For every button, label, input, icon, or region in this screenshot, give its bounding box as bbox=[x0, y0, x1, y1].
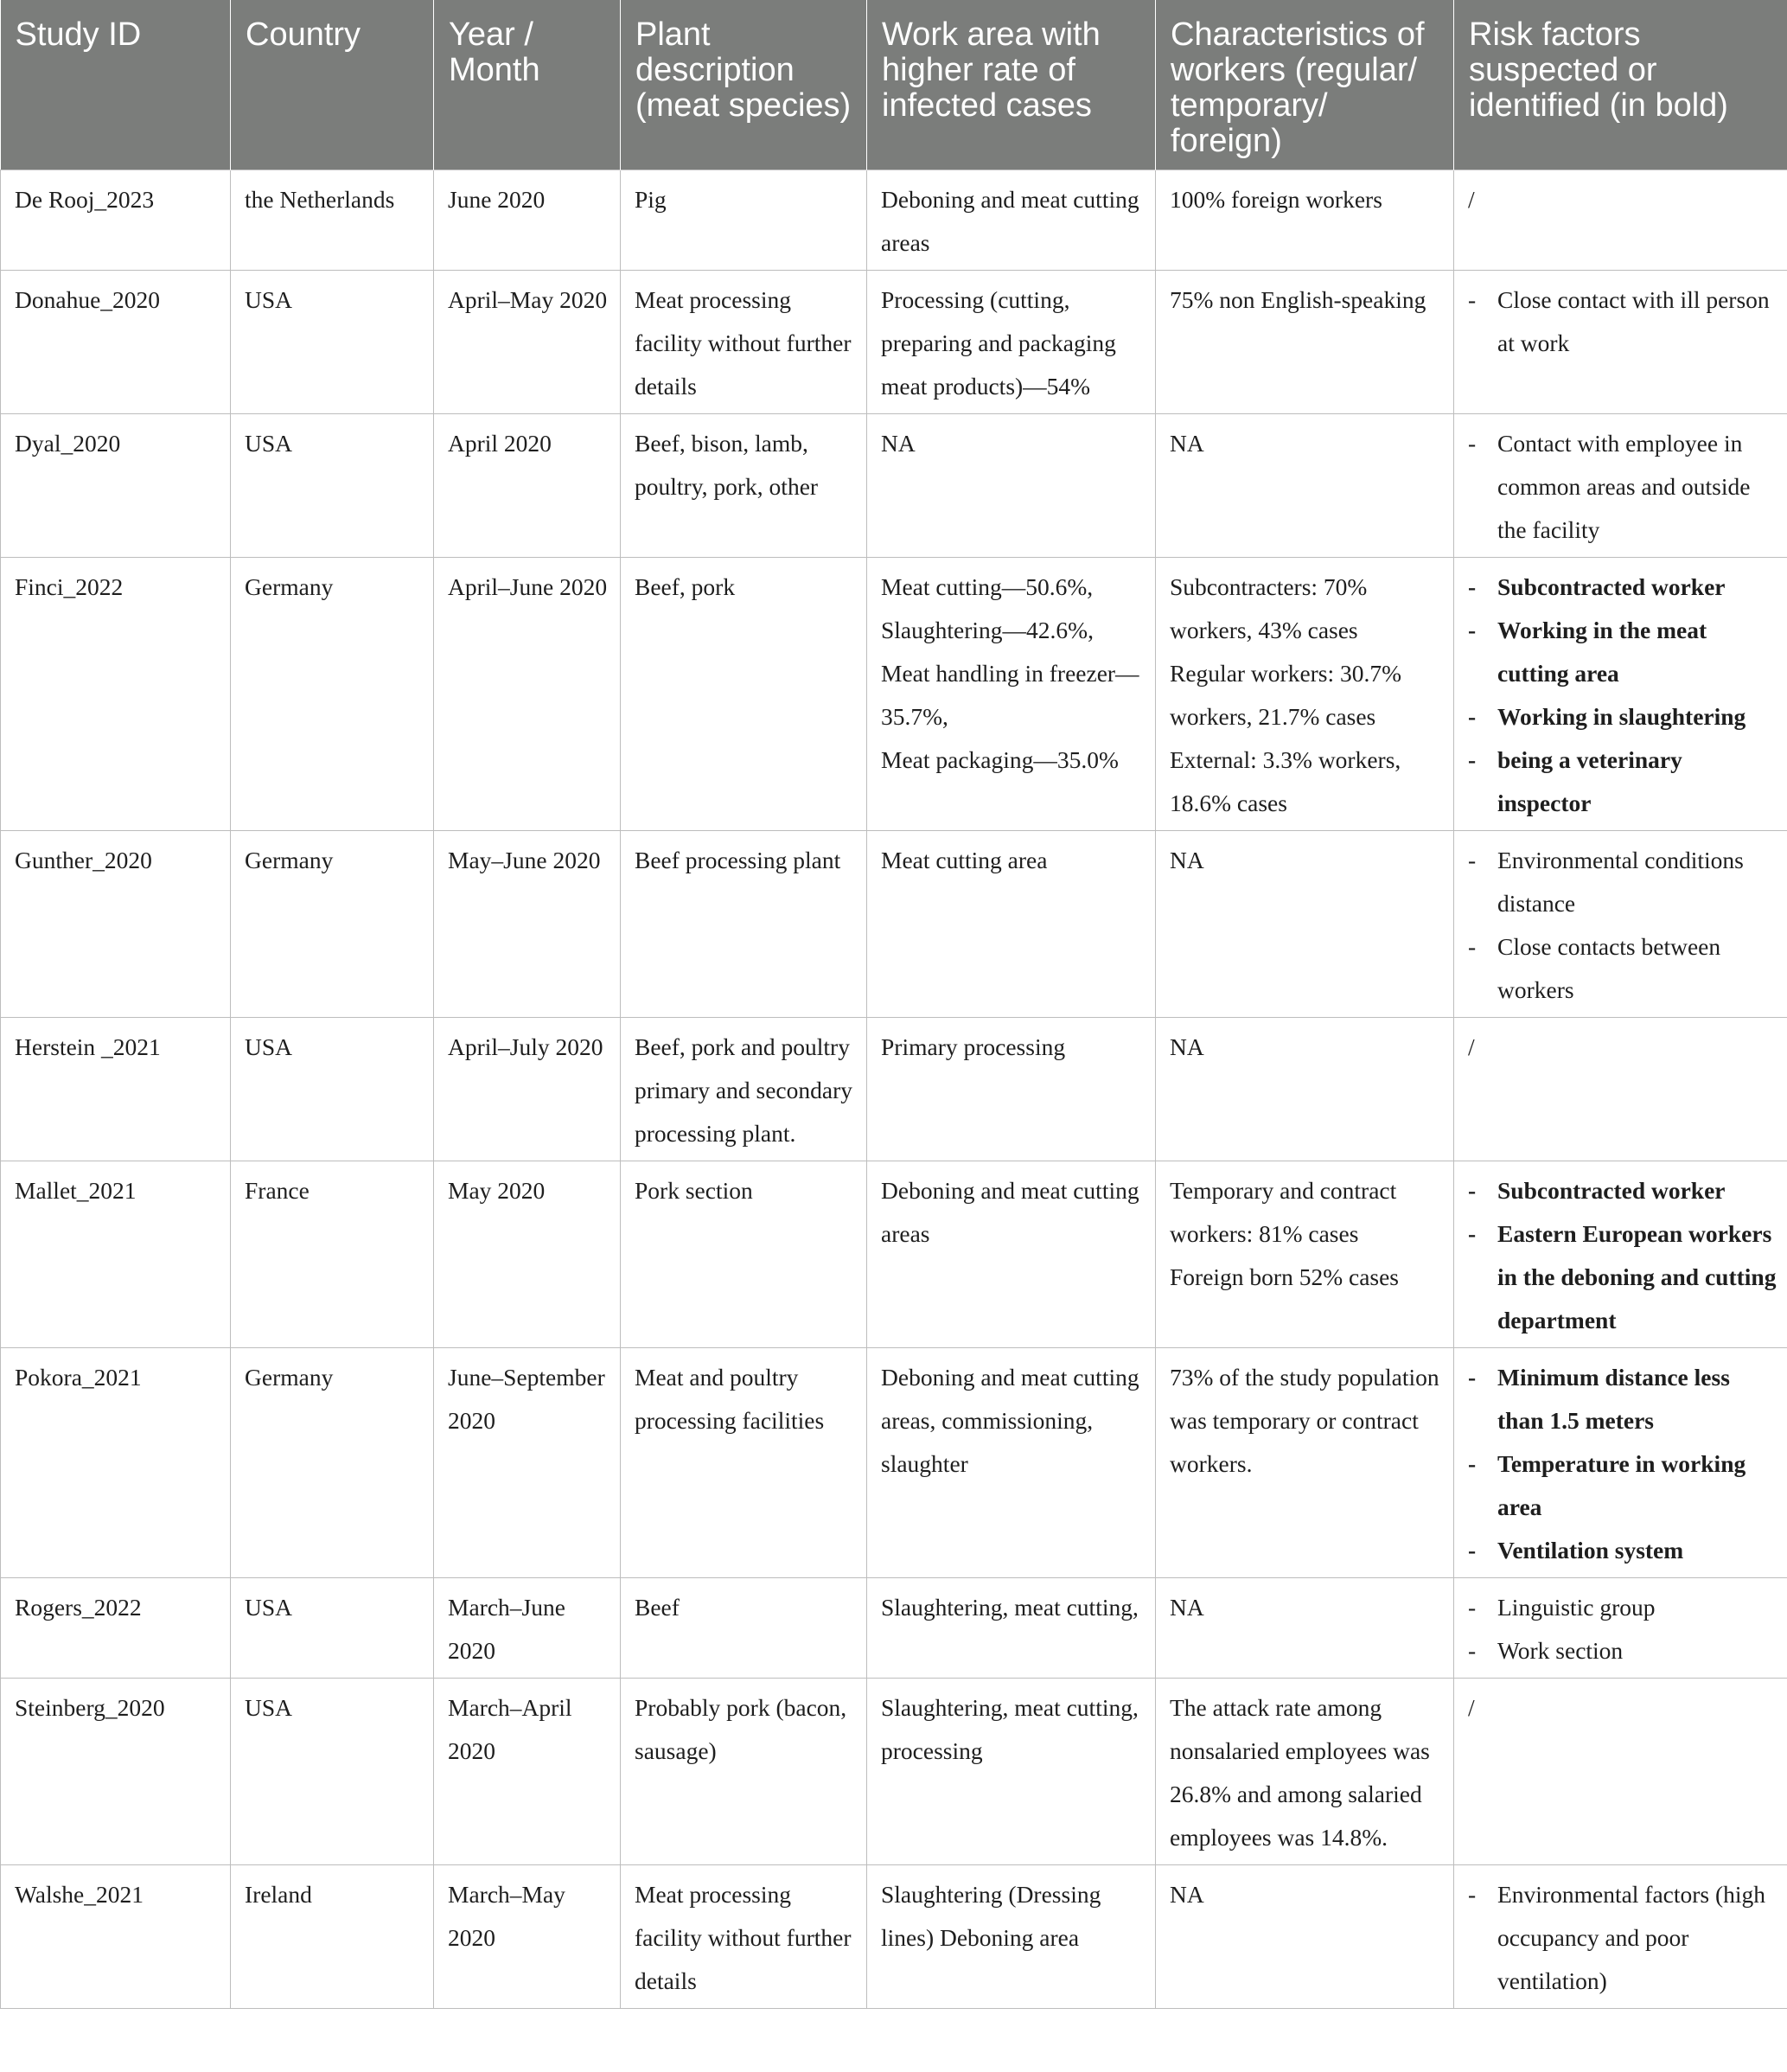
cell-risk-factors bbox=[1454, 1018, 1787, 1161]
cell-study-id: Pokora_2021 bbox=[1, 1348, 231, 1578]
cell-work-area: Deboning and meat cutting areas bbox=[867, 170, 1156, 271]
table-header bbox=[1, 0, 1787, 170]
cell-year-month: April 2020 bbox=[434, 414, 621, 558]
cell-plant-description: Probably pork (bacon, sausage) bbox=[621, 1679, 867, 1865]
cell-risk-factors bbox=[1454, 1578, 1787, 1679]
cell-year-month: April–June 2020 bbox=[434, 558, 621, 831]
header-plant-description: Plant description (meat species) bbox=[621, 0, 867, 170]
worker-line: 100% foreign workers bbox=[1170, 186, 1382, 213]
risk-item: - Linguistic group bbox=[1468, 1586, 1777, 1629]
worker-line: NA bbox=[1170, 430, 1204, 457]
cell-work-area: Meat cutting area bbox=[867, 831, 1156, 1018]
cell-year-month: March–April 2020 bbox=[434, 1679, 621, 1865]
risk-item: - Subcontracted worker bbox=[1468, 566, 1777, 609]
cell-worker-characteristics bbox=[1156, 1679, 1454, 1865]
cell-plant-description: Pig bbox=[621, 170, 867, 271]
cell-country: Germany bbox=[231, 558, 434, 831]
worker-line: External: 3.3% workers, 18.6% cases bbox=[1170, 746, 1401, 816]
cell-country: USA bbox=[231, 1018, 434, 1161]
risk-list bbox=[1468, 1873, 1777, 2003]
risk-item: - Work section bbox=[1468, 1629, 1777, 1672]
cell-work-area bbox=[867, 558, 1156, 831]
worker-line: NA bbox=[1170, 1594, 1204, 1621]
cell-work-area: Slaughtering (Dressing lines) Deboning area bbox=[867, 1865, 1156, 2009]
cell-risk-factors bbox=[1454, 1865, 1787, 2009]
cell-plant-description: Meat processing facility without further details bbox=[621, 271, 867, 414]
risk-item: - Eastern European workers in the deboning and cutting department bbox=[1468, 1212, 1777, 1342]
cell-country: USA bbox=[231, 414, 434, 558]
header-year-month: Year / Month bbox=[434, 0, 621, 170]
cell-country: France bbox=[231, 1161, 434, 1348]
table-row bbox=[1, 271, 1787, 414]
cell-plant-description: Beef, pork and poultry primary and secondary processing plant. bbox=[621, 1018, 867, 1161]
risk-item: - Temperature in working area bbox=[1468, 1442, 1777, 1529]
worker-line: Foreign born 52% cases bbox=[1170, 1263, 1400, 1290]
worker-line: NA bbox=[1170, 847, 1204, 873]
table-row bbox=[1, 1161, 1787, 1348]
worker-line: Subcontracters: 70% workers, 43% cases bbox=[1170, 573, 1368, 643]
cell-worker-characteristics bbox=[1156, 558, 1454, 831]
cell-work-area: Deboning and meat cutting areas bbox=[867, 1161, 1156, 1348]
cell-risk-factors bbox=[1454, 1161, 1787, 1348]
cell-risk-factors bbox=[1454, 1679, 1787, 1865]
risk-list bbox=[1468, 1586, 1777, 1672]
cell-year-month: May 2020 bbox=[434, 1161, 621, 1348]
table-row bbox=[1, 1578, 1787, 1679]
risk-item: - Close contact with ill person at work bbox=[1468, 278, 1777, 365]
cell-work-area: Processing (cutting, preparing and packaging meat products)—54% bbox=[867, 271, 1156, 414]
cell-study-id: Donahue_2020 bbox=[1, 271, 231, 414]
risk-none: / bbox=[1468, 1694, 1475, 1721]
risk-item: - Subcontracted worker bbox=[1468, 1169, 1777, 1212]
cell-study-id: De Rooj_2023 bbox=[1, 170, 231, 271]
cell-worker-characteristics bbox=[1156, 1348, 1454, 1578]
cell-country: USA bbox=[231, 1578, 434, 1679]
cell-worker-characteristics bbox=[1156, 1018, 1454, 1161]
cell-worker-characteristics bbox=[1156, 271, 1454, 414]
header-study-id: Study ID bbox=[1, 0, 231, 170]
risk-list bbox=[1468, 422, 1777, 552]
risk-list bbox=[1468, 1356, 1777, 1572]
worker-line: NA bbox=[1170, 1033, 1204, 1060]
risk-item: - Close contacts between workers bbox=[1468, 925, 1777, 1012]
cell-year-month: April–May 2020 bbox=[434, 271, 621, 414]
cell-country: Germany bbox=[231, 831, 434, 1018]
cell-study-id: Rogers_2022 bbox=[1, 1578, 231, 1679]
work-area-line: Slaughtering—42.6%, bbox=[881, 617, 1094, 643]
risk-item: - Ventilation system bbox=[1468, 1529, 1777, 1572]
cell-worker-characteristics bbox=[1156, 1865, 1454, 2009]
cell-study-id: Walshe_2021 bbox=[1, 1865, 231, 2009]
cell-country: Ireland bbox=[231, 1865, 434, 2009]
cell-risk-factors bbox=[1454, 170, 1787, 271]
cell-work-area: Deboning and meat cutting areas, commissioning, slaughter bbox=[867, 1348, 1156, 1578]
cell-year-month: March–June 2020 bbox=[434, 1578, 621, 1679]
header-row bbox=[1, 0, 1787, 170]
cell-study-id: Finci_2022 bbox=[1, 558, 231, 831]
cell-worker-characteristics bbox=[1156, 414, 1454, 558]
table-row bbox=[1, 1348, 1787, 1578]
cell-year-month: June–September 2020 bbox=[434, 1348, 621, 1578]
risk-none: / bbox=[1468, 186, 1475, 213]
cell-study-id: Dyal_2020 bbox=[1, 414, 231, 558]
table-row bbox=[1, 558, 1787, 831]
header-work-area: Work area with higher rate of infected cases bbox=[867, 0, 1156, 170]
cell-risk-factors bbox=[1454, 558, 1787, 831]
table-row bbox=[1, 1865, 1787, 2009]
cell-year-month: June 2020 bbox=[434, 170, 621, 271]
risk-item: - Contact with employee in common areas and outside the facility bbox=[1468, 422, 1777, 552]
cell-study-id: Herstein _2021 bbox=[1, 1018, 231, 1161]
risk-item: - Working in the meat cutting area bbox=[1468, 609, 1777, 695]
cell-plant-description: Beef processing plant bbox=[621, 831, 867, 1018]
work-area-line: Meat cutting—50.6%, bbox=[881, 573, 1094, 600]
table-row bbox=[1, 170, 1787, 271]
cell-worker-characteristics bbox=[1156, 831, 1454, 1018]
worker-line: The attack rate among nonsalaried employees was 26.8% and among salaried employees was 14.8%. bbox=[1170, 1694, 1430, 1851]
cell-work-area: Primary processing bbox=[867, 1018, 1156, 1161]
cell-plant-description: Beef bbox=[621, 1578, 867, 1679]
header-risk-factors: Risk factors suspected or identified (in bold) bbox=[1454, 0, 1787, 170]
cell-risk-factors bbox=[1454, 831, 1787, 1018]
cell-study-id: Steinberg_2020 bbox=[1, 1679, 231, 1865]
risk-list bbox=[1468, 1169, 1777, 1342]
cell-year-month: March–May 2020 bbox=[434, 1865, 621, 2009]
risk-none: / bbox=[1468, 1033, 1475, 1060]
work-area-line: Meat packaging—35.0% bbox=[881, 746, 1119, 773]
worker-line: NA bbox=[1170, 1881, 1204, 1908]
risk-item: - Environmental conditions distance bbox=[1468, 839, 1777, 925]
cell-study-id: Gunther_2020 bbox=[1, 831, 231, 1018]
cell-plant-description: Pork section bbox=[621, 1161, 867, 1348]
worker-line: Temporary and contract workers: 81% cases bbox=[1170, 1177, 1397, 1247]
work-area-line: Meat handling in freezer—35.7%, bbox=[881, 660, 1139, 730]
cell-country: Germany bbox=[231, 1348, 434, 1578]
table-row bbox=[1, 414, 1787, 558]
worker-line: Regular workers: 30.7% workers, 21.7% cases bbox=[1170, 660, 1402, 730]
cell-work-area: Slaughtering, meat cutting, bbox=[867, 1578, 1156, 1679]
cell-country: the Netherlands bbox=[231, 170, 434, 271]
risk-list bbox=[1468, 278, 1777, 365]
table-body bbox=[1, 170, 1787, 2009]
risk-item: - Minimum distance less than 1.5 meters bbox=[1468, 1356, 1777, 1442]
worker-line: 75% non English-speaking bbox=[1170, 286, 1426, 313]
table-row bbox=[1, 831, 1787, 1018]
table-row bbox=[1, 1679, 1787, 1865]
cell-study-id: Mallet_2021 bbox=[1, 1161, 231, 1348]
cell-risk-factors bbox=[1454, 414, 1787, 558]
risk-item: - Environmental factors (high occupancy and poor ventilation) bbox=[1468, 1873, 1777, 2003]
cell-year-month: May–June 2020 bbox=[434, 831, 621, 1018]
risk-list bbox=[1468, 566, 1777, 825]
cell-worker-characteristics bbox=[1156, 1161, 1454, 1348]
cell-worker-characteristics bbox=[1156, 1578, 1454, 1679]
worker-line: 73% of the study population was temporary or contract workers. bbox=[1170, 1364, 1439, 1477]
cell-risk-factors bbox=[1454, 271, 1787, 414]
cell-plant-description: Beef, pork bbox=[621, 558, 867, 831]
header-worker-characteristics: Characteristics of workers (regular/ temporary/ foreign) bbox=[1156, 0, 1454, 170]
cell-country: USA bbox=[231, 1679, 434, 1865]
risk-list bbox=[1468, 839, 1777, 1012]
cell-risk-factors bbox=[1454, 1348, 1787, 1578]
header-country: Country bbox=[231, 0, 434, 170]
cell-plant-description: Meat processing facility without further details bbox=[621, 1865, 867, 2009]
cell-work-area: NA bbox=[867, 414, 1156, 558]
cell-plant-description: Meat and poultry processing facilities bbox=[621, 1348, 867, 1578]
cell-country: USA bbox=[231, 271, 434, 414]
cell-worker-characteristics bbox=[1156, 170, 1454, 271]
cell-plant-description: Beef, bison, lamb, poultry, pork, other bbox=[621, 414, 867, 558]
cell-year-month: April–July 2020 bbox=[434, 1018, 621, 1161]
risk-item: - being a veterinary inspector bbox=[1468, 739, 1777, 825]
table-row bbox=[1, 1018, 1787, 1161]
cell-work-area: Slaughtering, meat cutting, processing bbox=[867, 1679, 1156, 1865]
risk-item: - Working in slaughtering bbox=[1468, 695, 1777, 739]
